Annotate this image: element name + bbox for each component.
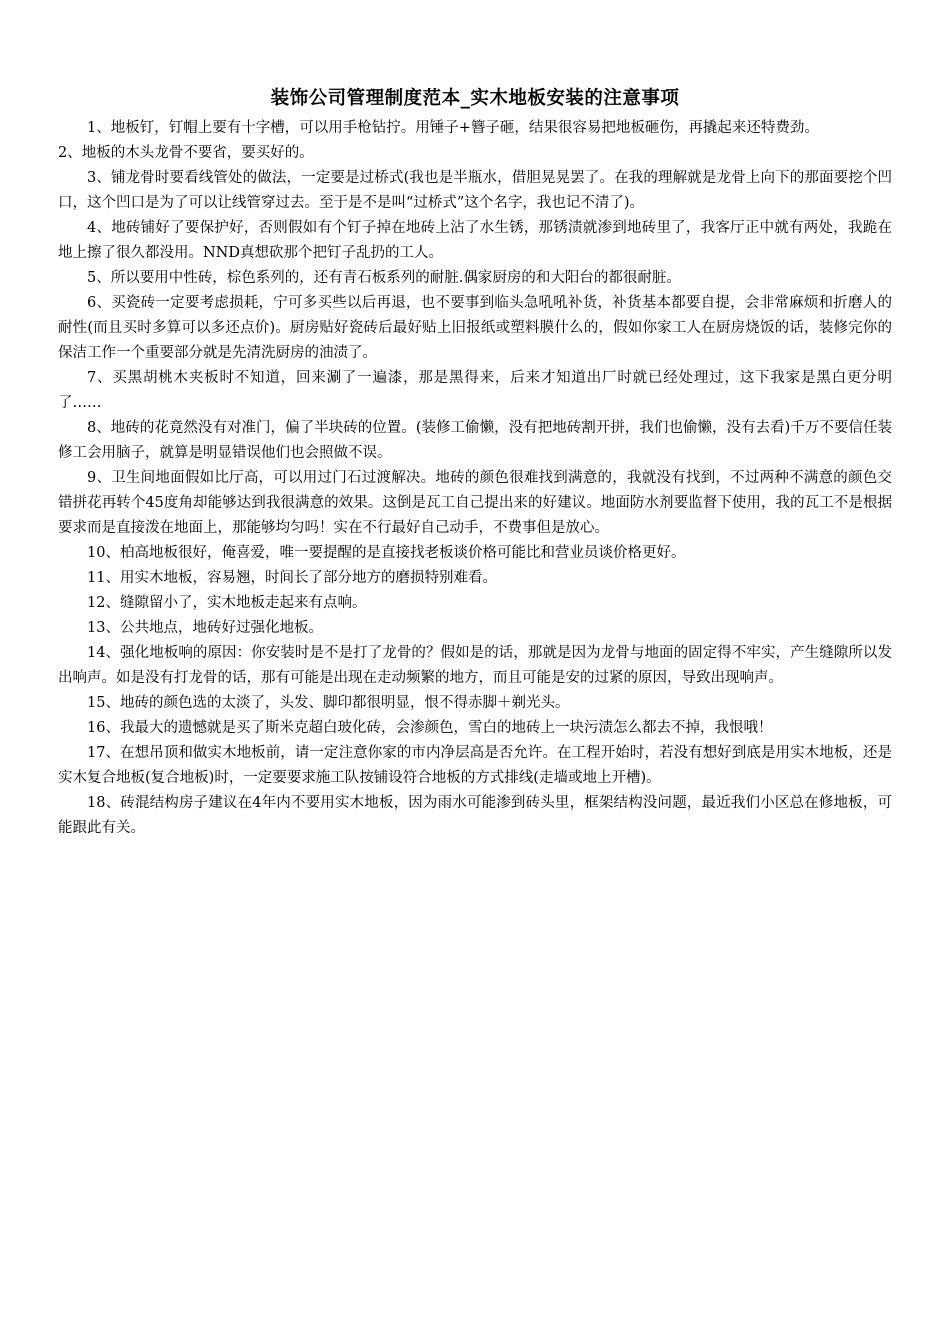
paragraph: 7、买黑胡桃木夹板时不知道，回来涮了一遍漆，那是黑得来，后来才知道出厂时就已经处理过，这下我家是黑白更分明了…… <box>58 370 892 411</box>
paragraph: 17、在想吊顶和做实木地板前，请一定注意你家的市内净层高是否允许。在工程开始时，若没有想好到底是用实木地板，还是实木复合地板(复合地板)时，一定要要求施工队按铺设符合地板的方式排线(走墙或地上开槽)。 <box>58 745 892 786</box>
paragraph: 14、强化地板响的原因：你安装时是不是打了龙骨的？假如是的话，那就是因为龙骨与地面的固定得不牢实，产生缝隙所以发出响声。如是没有打龙骨的话，那有可能是出现在走动频繁的地方，而且可能是安的过紧的原因，导致出现响声。 <box>58 645 892 686</box>
paragraph: 5、所以要用中性砖，棕色系列的，还有青石板系列的耐脏.偶家厨房的和大阳台的都很耐脏。 <box>87 270 681 286</box>
paragraph: 8、地砖的花竟然没有对准门，偏了半块砖的位置。(装修工偷懒，没有把地砖割开拼，我们也偷懒，没有去看)千万不要信任装修工会用脑子，就算是明显错误他们也会照做不误。 <box>58 420 892 461</box>
paragraph: 3、铺龙骨时要看线管处的做法，一定要是过桥式(我也是半瓶水，借胆晃晃罢了。在我的理解就是龙骨上向下的那面要挖个凹口，这个凹口是为了可以让线管穿过去。至于是不是叫“过桥式”这个名字，我也记不清了)。 <box>58 170 892 211</box>
paragraph: 10、柏高地板很好，俺喜爱，唯一要提醒的是直接找老板谈价格可能比和营业员谈价格更好。 <box>87 545 686 561</box>
paragraph: 4、地砖铺好了要保护好，否则假如有个钉子掉在地砖上沾了水生锈，那锈渍就渗到地砖里了，我客厅正中就有两处，我跪在地上擦了很久都没用。NND真想砍那个把钉子乱扔的工人。 <box>58 220 892 261</box>
document-page <box>58 84 892 841</box>
paragraph: 15、地砖的颜色选的太淡了，头发、脚印都很明显，恨不得赤脚＋剃光头。 <box>87 695 570 711</box>
paragraph: 18、砖混结构房子建议在4年内不要用实木地板，因为雨水可能渗到砖头里，框架结构没问题，最近我们小区总在修地板，可能跟此有关。 <box>58 795 892 836</box>
document-title: 装饰公司管理制度范本_实木地板安装的注意事项 <box>270 88 680 109</box>
paragraph: 9、卫生间地面假如比厅高，可以用过门石过渡解决。地砖的颜色很难找到满意的，我就没有找到，不过两种不满意的颜色交错拼花再转个45度角却能够达到我很满意的效果。这倒是瓦工自己提出来的好建议。地面防水剂要监督下使用，我的瓦工不是根据要求而是直接泼在地面上，那能够均匀吗！实在不行最好自己动手，不费事但是放心。 <box>58 470 892 536</box>
paragraph: 16、我最大的遗憾就是买了斯米克超白玻化砖，会渗颜色，雪白的地砖上一块污渍怎么都去不掉，我恨哦！ <box>87 720 773 736</box>
paragraph: 1、地板钉，钉帽上要有十字槽，可以用手枪钻拧。用锤子+簪子砸，结果很容易把地板砸伤，再撬起来还特费劲。 <box>87 120 819 136</box>
document-body <box>58 116 892 841</box>
paragraph: 2、地板的木头龙骨不要省，要买好的。 <box>58 145 314 161</box>
paragraph: 12、缝隙留小了，实木地板走起来有点响。 <box>87 595 367 611</box>
paragraph: 13、公共地点，地砖好过强化地板。 <box>87 620 323 636</box>
paragraph: 6、买瓷砖一定要考虑损耗，宁可多买些以后再退，也不要事到临头急吼吼补货，补货基本都要自提，会非常麻烦和折磨人的耐性(而且买时多算可以多还点价)。厨房贴好瓷砖后最好贴上旧报纸或塑料膜什么的，假如你家工人在厨房烧饭的话，装修完你的保洁工作一个重要部分就是先清洗厨房的油渍了。 <box>58 295 892 361</box>
paragraph: 11、用实木地板，容易翘，时间长了部分地方的磨损特别难看。 <box>87 570 497 586</box>
